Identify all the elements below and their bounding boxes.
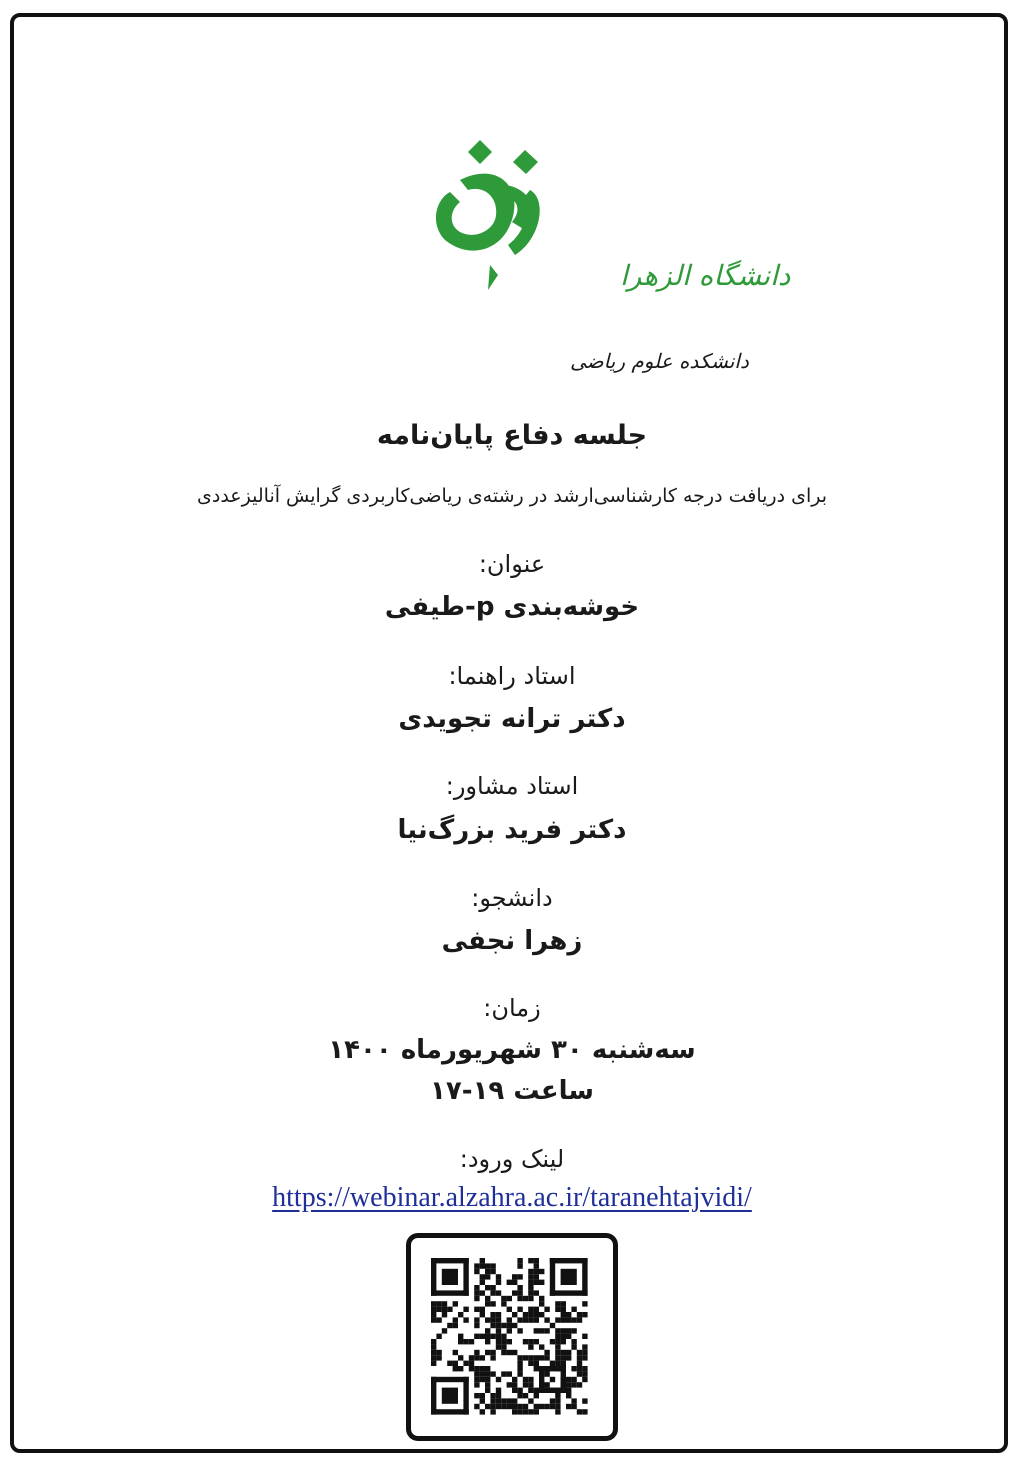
topic-value: خوشه‌بندی p-طیفی — [384, 592, 640, 622]
svg-text:دانشکده علوم ریاضی: دانشکده علوم ریاضی — [570, 349, 749, 373]
faculty-signature — [440, 336, 749, 384]
link-label: لینک ورود: — [459, 1145, 565, 1173]
student-value: زهرا نجفی — [441, 926, 583, 956]
consultant-value: دکتر فرید بزرگ‌نیا — [397, 815, 627, 845]
time-hours: ساعت ۱۹-۱۷ — [430, 1076, 594, 1106]
time-label: زمان: — [483, 994, 541, 1022]
university-logo-icon — [430, 130, 791, 300]
university-logo-text: دانشگاه الزهرا — [620, 259, 791, 292]
link-container — [0, 1182, 1024, 1214]
advisor-value: دکتر ترانه تجویدی — [398, 704, 626, 734]
topic-label: عنوان: — [478, 550, 546, 578]
consultant-label: استاد مشاور: — [445, 772, 579, 800]
qr-code-frame — [406, 1233, 618, 1441]
qr-code-icon — [431, 1258, 593, 1416]
page-subtitle: برای دریافت درجه کارشناسی‌ارشد در رشته‌ی ریاضی‌کاربردی گرایش آنالیزعددی — [197, 485, 827, 507]
time-date: سه‌شنبه ۳۰ شهریورماه ۱۴۰۰ — [328, 1035, 696, 1065]
webinar-link[interactable]: https://webinar.alzahra.ac.ir/taranehtajvidi/ — [272, 1182, 752, 1213]
page-title: جلسه دفاع پایان‌نامه — [376, 420, 648, 451]
student-label: دانشجو: — [471, 884, 553, 912]
advisor-label: استاد راهنما: — [448, 662, 576, 690]
